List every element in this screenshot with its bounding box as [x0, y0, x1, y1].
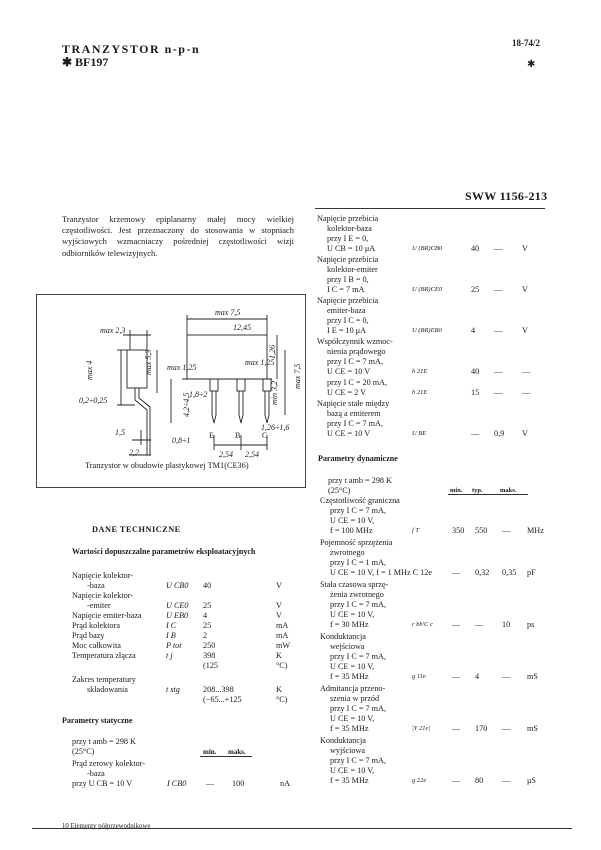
param-symbol: U (BR)EB0	[412, 327, 442, 334]
dyn-param-label: wejściowa	[330, 642, 365, 651]
param-symbol: h 21E	[412, 389, 428, 396]
dyn-param-label: przy I C = 7 mA,	[330, 704, 387, 713]
svg-text:C: C	[262, 431, 268, 440]
dyn-param-label: f = 30 MHz	[330, 620, 369, 629]
param-label: przy I B = 0,	[327, 275, 369, 284]
param-label: przy I C = 20 mA,	[327, 378, 388, 387]
col-rule-dyn	[448, 494, 528, 495]
dyn-param-label: zwrotnego	[330, 548, 365, 557]
dyn-param-min: —	[452, 568, 461, 577]
dyn-param-label: Pojemność sprzężenia	[320, 538, 393, 547]
param-value-a: 15	[471, 388, 480, 397]
svg-text:max 5,3: max 5,3	[144, 349, 153, 375]
document-title: TRANZYSTOR n-p-n	[62, 42, 201, 56]
col-min-dyn: min.	[450, 487, 463, 494]
limit-value-2: (−65...+125	[203, 695, 242, 704]
dyn-param-symbol: r bb'C c	[412, 621, 433, 628]
dyn-param-label: przy I C = 7 mA,	[330, 756, 387, 765]
svg-text:2,54: 2,54	[219, 450, 233, 459]
static-row-unit: nA	[280, 779, 291, 788]
dynamic-condition-2: (25°C)	[328, 486, 351, 495]
limit-name: Temperatura złącza	[72, 651, 136, 660]
dyn-param-typ: 80	[475, 776, 484, 785]
limit-symbol: U EB0	[166, 611, 189, 620]
dyn-param-typ: 550	[475, 526, 488, 535]
param-label: nienia prądowego	[327, 347, 386, 356]
dyn-param-max: —	[502, 526, 511, 535]
static-row-max: 100	[232, 779, 245, 788]
param-label: I C = 7 mA	[327, 285, 365, 294]
svg-text:1,5: 1,5	[115, 428, 125, 437]
page-reference: 18-74/2	[512, 38, 540, 48]
dyn-param-label: f = 100 MHz	[330, 526, 373, 535]
dyn-param-label: Admitancja przeno-	[320, 684, 386, 693]
limit-unit: K	[276, 651, 282, 660]
param-label: przy I E = 0,	[327, 234, 369, 243]
param-label: bazą a emiterem	[327, 409, 381, 418]
document-subtitle: ✱ BF197	[62, 55, 109, 69]
dyn-param-label: szenia w przód	[330, 694, 380, 703]
param-value-a: 40	[471, 367, 480, 376]
param-unit: —	[522, 388, 531, 397]
svg-text:0,2÷0,25: 0,2÷0,25	[79, 396, 108, 405]
svg-text:4,2÷4,5: 4,2÷4,5	[182, 392, 191, 417]
dim-label: max 2,3	[100, 326, 126, 335]
dyn-param-max: 0,35	[502, 568, 517, 577]
limit-value: 4	[203, 611, 208, 620]
svg-text:max 7,5: max 7,5	[293, 363, 302, 389]
limit-value: 40	[203, 581, 212, 590]
col-min: min.	[203, 748, 217, 756]
param-label: przy I C = 7 mA,	[327, 419, 384, 428]
dyn-param-label: Stała czasowa sprzę-	[320, 580, 389, 589]
limit-name-2: -baza	[87, 581, 105, 590]
param-label: U CB = 10 μA	[327, 244, 376, 253]
param-unit: V	[522, 285, 528, 294]
param-label: przy I C = 7 mA,	[327, 357, 384, 366]
dyn-param-min: —	[452, 776, 461, 785]
dyn-param-label: przy I C = 1 mA,	[330, 558, 387, 567]
dyn-param-unit: μS	[527, 776, 536, 785]
dyn-param-label: U CE = 10 V,	[330, 662, 375, 671]
dyn-param-unit: MHz	[527, 526, 544, 535]
param-symbol: h 21E	[412, 368, 428, 375]
dyn-param-min: —	[452, 724, 461, 733]
static-condition: przy t amb = 298 K	[72, 737, 136, 746]
dyn-param-label: Konduktancja	[320, 736, 366, 745]
limit-name: Prąd kolektora	[72, 621, 120, 630]
param-label: Napięcie przebicia	[317, 214, 379, 223]
static-row-name2: -baza	[87, 769, 105, 778]
limit-symbol: t stg	[166, 685, 180, 694]
dyn-param-label: U CE = 10 V,	[330, 766, 375, 775]
col-rule	[200, 756, 252, 757]
dyn-param-min: —	[452, 620, 461, 629]
dyn-param-label: U CE = 10 V, f = 1 MHz C 12e	[330, 568, 432, 577]
limit-unit: V	[276, 581, 282, 590]
static-row-name: Prąd zerowy kolektor-	[72, 759, 146, 768]
standard-number: SWW 1156-213	[465, 189, 548, 203]
col-max-dyn: maks.	[500, 487, 517, 494]
dyn-param-unit: mS	[527, 724, 538, 733]
dyn-param-typ: 4	[475, 672, 480, 681]
dyn-param-max: 10	[502, 620, 511, 629]
param-unit: —	[522, 367, 531, 376]
limit-symbol: I C	[166, 621, 177, 630]
param-value-b: —	[494, 367, 503, 376]
limit-value: 25	[203, 621, 212, 630]
limit-value: 398	[203, 651, 216, 660]
param-label: U CE = 2 V	[327, 388, 367, 397]
svg-text:2,2: 2,2	[129, 448, 139, 457]
dyn-param-label: f = 35 MHz	[330, 776, 369, 785]
limit-value: 208...398	[203, 685, 234, 694]
param-value-b: 0,9	[494, 429, 505, 438]
limit-symbol: U CB0	[166, 581, 189, 590]
static-title: Parametry statyczne	[62, 716, 133, 725]
limit-value: 250	[203, 641, 216, 650]
limit-name-2: -emiter	[87, 601, 111, 610]
dyn-param-label: f = 35 MHz	[330, 724, 369, 733]
dyn-param-typ: —	[475, 620, 484, 629]
limit-symbol: U CE0	[166, 601, 189, 610]
param-value-b: —	[494, 285, 503, 294]
dyn-param-label: U CE = 10 V,	[330, 714, 375, 723]
param-symbol: U (BR)CE0	[412, 286, 443, 293]
static-row-min: —	[206, 779, 215, 788]
svg-text:1,26: 1,26	[268, 345, 277, 359]
limits-title: Wartości dopuszczalne parametrów eksploatacyjnych	[72, 547, 256, 556]
param-value-b: —	[494, 388, 503, 397]
divider	[315, 208, 545, 209]
param-unit: V	[522, 326, 528, 335]
dyn-param-label: Częstotliwość graniczna	[320, 496, 400, 505]
dyn-param-symbol: g 22e	[412, 777, 427, 784]
limit-symbol: P tot	[166, 641, 182, 650]
param-value-a: 40	[471, 244, 480, 253]
param-value-a: 4	[471, 326, 476, 335]
dyn-param-unit: pF	[527, 568, 536, 577]
dyn-param-typ: 0,32	[475, 568, 490, 577]
limit-name: Moc całkowita	[72, 641, 121, 650]
param-symbol: U (BR)CB0	[412, 245, 443, 252]
dyn-param-min: —	[452, 672, 461, 681]
limit-value-2: (125	[203, 661, 219, 670]
col-max: maks.	[228, 748, 246, 756]
param-value-a: —	[471, 429, 480, 438]
limit-unit: V	[276, 611, 282, 620]
param-value-b: —	[494, 326, 503, 335]
section-title-technical: DANE TECHNICZNE	[92, 525, 181, 534]
dyn-param-max: —	[502, 776, 511, 785]
limit-value: 25	[203, 601, 212, 610]
limit-unit-2: °C)	[276, 695, 288, 704]
dyn-param-symbol: f T	[412, 527, 420, 534]
param-label: I E = 10 μA	[327, 326, 367, 335]
limit-name-2: składowania	[87, 685, 128, 694]
dyn-param-max: —	[502, 672, 511, 681]
bottom-rule	[32, 828, 572, 829]
dyn-param-label: przy I C = 7 mA,	[330, 506, 387, 515]
dyn-param-label: f = 35 MHz	[330, 672, 369, 681]
svg-text:min 3,2: min 3,2	[270, 381, 279, 405]
dyn-param-symbol: |Y 21e|	[412, 725, 431, 732]
dyn-param-label: U CE = 10 V,	[330, 610, 375, 619]
limit-unit: V	[276, 601, 282, 610]
svg-text:2,54: 2,54	[245, 450, 259, 459]
param-value-b: —	[494, 244, 503, 253]
dyn-param-label: żenia zwrotnego	[330, 590, 384, 599]
limit-name: Napięcie kolektor-	[72, 591, 133, 600]
param-label: kolektor-emiter	[327, 265, 378, 274]
drawing-caption: Tranzystor w obudowie plastykowej TM1(CE36)	[85, 461, 249, 470]
param-label: Napięcie przebicia	[317, 255, 379, 264]
param-label: przy I C = 0,	[327, 316, 369, 325]
dyn-param-symbol: g 11e	[412, 673, 426, 680]
limit-unit: K	[276, 685, 282, 694]
param-label: kolektor-baza	[327, 224, 372, 233]
svg-text:max 1,25: max 1,25	[167, 363, 197, 372]
param-symbol: U BE	[412, 430, 427, 437]
dynamic-condition: przy t amb = 298 K	[328, 476, 392, 485]
limit-unit-2: °C)	[276, 661, 288, 670]
limit-unit: mA	[276, 621, 289, 630]
dyn-param-label: przy I C = 7 mA,	[330, 600, 387, 609]
svg-text:1,26÷1,6: 1,26÷1,6	[261, 423, 290, 432]
param-unit: V	[522, 429, 528, 438]
param-label: U CE = 10 V	[327, 429, 371, 438]
limit-name: Zakres temperatury	[72, 675, 136, 684]
param-value-a: 25	[471, 285, 480, 294]
svg-text:0,8÷1: 0,8÷1	[172, 436, 191, 445]
dyn-param-label: Konduktancja	[320, 632, 366, 641]
intro-paragraph: Tranzystor krzemowy epiplanarny małej mocy wielkiej częstotliwości. Jest przeznaczony do stosowania w stopniach wyjściowych wzmacniaczy pośredniej częstotliwości wizji odbiorników telewizyjnych.	[62, 214, 294, 258]
dyn-param-max: —	[502, 724, 511, 733]
svg-text:max 4: max 4	[85, 360, 94, 380]
static-condition-2: (25°C)	[72, 747, 95, 756]
limit-unit: mW	[276, 641, 291, 650]
dyn-param-label: wyjściowa	[330, 746, 366, 755]
dyn-param-typ: 170	[475, 724, 488, 733]
param-label: Napięcie stałe między	[317, 399, 390, 408]
limit-name: Napięcie kolektor-	[72, 571, 133, 580]
limit-value: 2	[203, 631, 208, 640]
limit-name: Prąd bazy	[72, 631, 105, 640]
svg-text:max 7,5: max 7,5	[215, 308, 241, 317]
dyn-param-unit: ps	[527, 620, 535, 629]
dyn-param-unit: mS	[527, 672, 538, 681]
param-label: Napięcie przebicia	[317, 296, 379, 305]
limit-symbol: t j	[166, 651, 173, 660]
limit-symbol: I B	[166, 631, 176, 640]
param-unit: V	[522, 244, 528, 253]
limit-unit: mA	[276, 631, 289, 640]
dyn-param-label: przy I C = 7 mA,	[330, 652, 387, 661]
static-row-cond: przy U CB = 10 V	[72, 779, 133, 788]
svg-text:1,8÷2: 1,8÷2	[189, 390, 208, 399]
svg-text:E: E	[209, 431, 214, 440]
package-drawing	[36, 294, 306, 488]
transistor-outline-drawing	[37, 295, 305, 487]
param-label: Współczynnik wzmoc-	[317, 337, 393, 346]
svg-text:max 1,25: max 1,25	[245, 358, 275, 367]
asterisk-mark: ✱	[527, 59, 536, 70]
dyn-param-min: 350	[452, 526, 465, 535]
param-label: emiter-baza	[327, 306, 366, 315]
param-label: U CE = 10 V	[327, 367, 371, 376]
col-typ-dyn: typ.	[472, 487, 483, 494]
static-row-symbol: I CB0	[167, 779, 187, 788]
dynamic-title: Parametry dynamiczne	[318, 454, 398, 463]
page-footer: 10 Elementy półprzewodnikowe	[62, 823, 151, 830]
limit-name: Napięcie emiter-baza	[72, 611, 142, 620]
dyn-param-label: U CE = 10 V,	[330, 516, 375, 525]
svg-text:12,45: 12,45	[233, 323, 251, 332]
svg-text:B: B	[235, 431, 241, 440]
